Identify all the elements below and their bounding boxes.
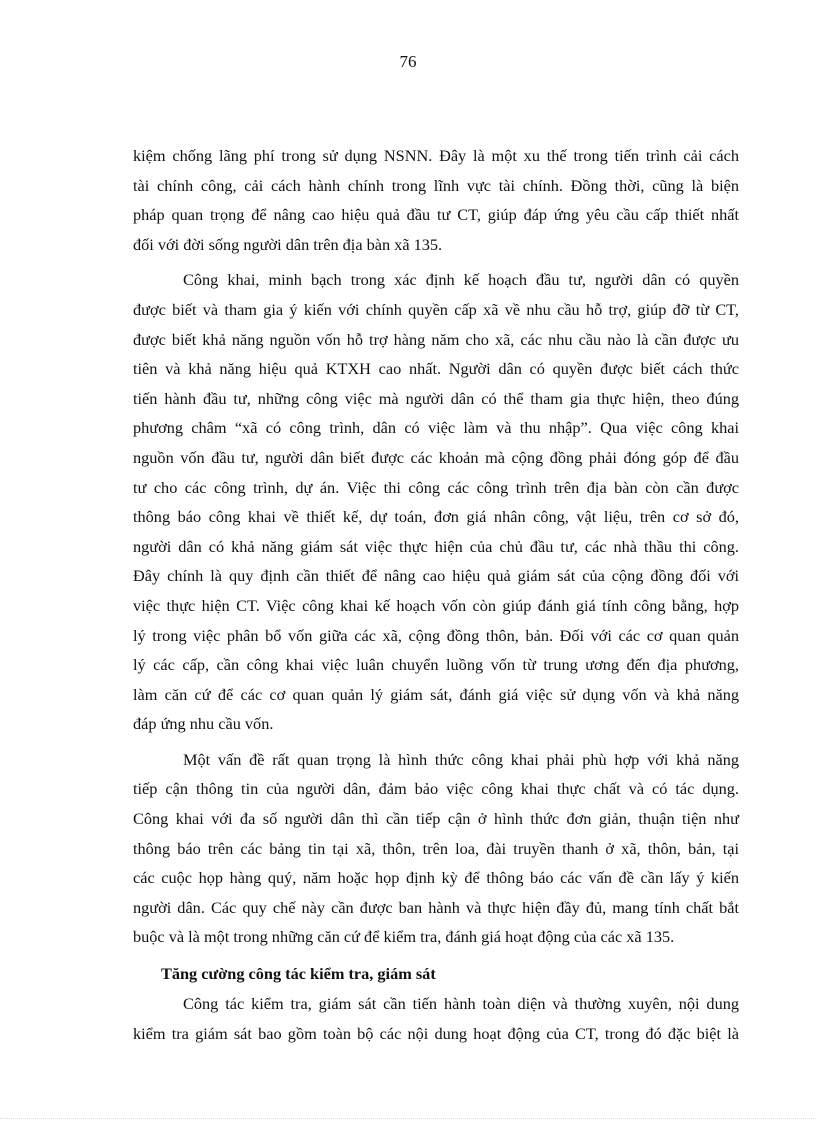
text-line: làm căn cứ để các cơ quan quản lý giám sát, đánh giá việc sử dụng vốn và khả năng [133,684,739,704]
text-line: đối với đời sống người dân trên địa bàn xã 135. [133,234,443,254]
text-line: nguồn vốn đầu tư, người dân biết được các khoản mà cộng đồng phải đóng góp để đầu [133,447,739,467]
text-line: thông báo trên các bảng tin tại xã, thôn, trên loa, đài truyền thanh ở xã, thôn, bản, tại [133,838,739,858]
text-line: người dân có khả năng giám sát việc thực hiện của chủ đầu tư, các nhà thầu thi công. [133,536,739,556]
text-line: tư cho các công trình, dự án. Việc thi công các công trình trên địa bàn còn cần được [133,477,739,497]
text-line: người dân. Các quy chế này cần được ban hành và thực hiện đầy đủ, mang tính chất bắt [133,897,739,917]
text-line: việc thực hiện CT. Việc công khai kế hoạch vốn còn giúp đánh giá tính công bằng, hợp [133,595,739,615]
page-number: 76 [399,52,417,71]
paragraph [133,265,739,739]
text-line: tiên và khả năng hiệu quả KTXH cao nhất. Người dân có quyền được biết cách thức [133,359,739,379]
text-line: các cuộc họp hàng quý, năm hoặc họp định kỳ để thông báo các vấn đề cần lấy ý kiến [133,868,739,888]
text-line: kiểm tra giám sát bao gồm toàn bộ các nội dung hoạt động của CT, trong đó đặc biệt là [133,1023,739,1043]
text-line: buộc và là một trong những căn cứ để kiểm tra, đánh giá hoạt động của các xã 135. [133,927,675,947]
text-line: thông báo công khai về thiết kế, dự toán, đơn giá nhân công, vật liệu, trên cơ sở đó, [133,507,739,527]
paragraph [133,141,739,259]
text-line: lý trong việc phân bổ vốn giữa các xã, cộng đồng thôn, bản. Đối với các cơ quan quản [133,625,739,645]
paragraph [133,989,739,1048]
text-line: Một vấn đề rất quan trọng là hình thức công khai phải phù hợp với khả năng [183,749,739,769]
text-line: pháp quan trọng để nâng cao hiệu quả đầu tư CT, giúp đáp ứng yêu cầu cấp thiết nhất [133,205,739,225]
text-line: đáp ứng nhu cầu vốn. [133,714,274,734]
text-line: Công tác kiểm tra, giám sát cần tiến hành toàn diện và thường xuyên, nội dung [183,994,739,1014]
body-text [133,141,739,1048]
bottom-divider [0,1118,816,1119]
section-heading: Tăng cường công tác kiểm tra, giám sát [161,964,436,984]
text-line: được biết khả năng nguồn vốn hỗ trợ hàng năm cho xã, các nhu cầu nào là cần được ưu [133,329,739,349]
text-line: kiệm chống lãng phí trong sử dụng NSNN. Đây là một xu thế trong tiến trình cải cách [133,146,739,165]
text-line: Công khai với đa số người dân thì cần tiếp cận ở hình thức đơn giản, thuận tiện như [133,809,739,829]
paragraph [133,745,739,952]
text-line: được biết và tham gia ý kiến với chính quyền cấp xã về nhu cầu hỗ trợ, giúp đỡ từ CT, [133,299,739,319]
text-line: phương châm “xã có công trình, dân có việc làm và thu nhập”. Qua việc công khai [133,418,739,438]
text-line: Công khai, minh bạch trong xác định kế hoạch đầu tư, người dân có quyền [183,270,739,290]
text-line: tiến hành đầu tư, những công việc mà người dân có thể tham gia thực hiện, theo đúng [133,388,739,408]
text-line: tài chính công, cải cách hành chính trong lĩnh vực tài chính. Đồng thời, cũng là biện [133,175,739,195]
text-line: lý các cấp, cần công khai việc luân chuyển luồng vốn từ trung ương đến địa phương, [133,655,739,675]
text-line: tiếp cận thông tin của người dân, đảm bảo việc công khai thực chất và có tác dụng. [133,779,739,799]
text-line: Đây chính là quy định cần thiết để nâng cao hiệu quả giám sát của cộng đồng đối với [133,566,739,586]
